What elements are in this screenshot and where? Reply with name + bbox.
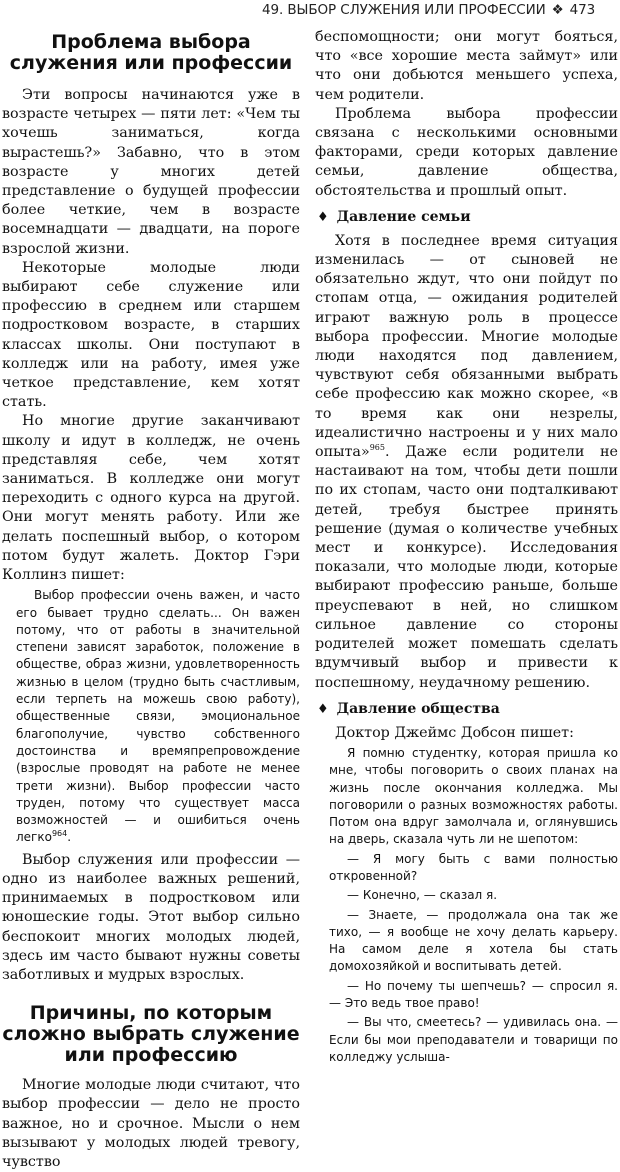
- separator-ornament-icon: ❖: [551, 2, 564, 18]
- paragraph-text: . Даже если родители не настаивают на том, чтобы дети пошли по их стопам, часто они подталкивают детей, требуя быстрее принять решение (думая о количестве учебных мест и конкурсе). Исследования показали, что молодые люди, которые выбирают профессию раньше, больше преуспевают в ней, но слишком сильное давление со стороны родителей может помешать сделать вдумчивый выбор и привести к поспешному, неудачному решению.: [315, 444, 618, 691]
- chapter-title: 49. ВЫБОР СЛУЖЕНИЯ ИЛИ ПРОФЕССИИ: [262, 2, 546, 18]
- block-quote-paragraph: — Но почему ты шепчешь? — спросил я. — Это ведь твое право!: [329, 978, 618, 1011]
- block-quote-paragraph: — Знаете, — продолжала она так же тихо, — я вообще не хочу делать карьеру. На самом деле я хотела бы стать домохозяйкой и воспитывать детей.: [329, 907, 618, 974]
- subheading-society-pressure: [317, 699, 618, 720]
- running-header: [0, 0, 620, 22]
- paragraph: Доктор Джеймс Добсон пишет:: [335, 724, 574, 741]
- section-heading-2: Причины, по которым сложно выбрать служение или профессию: [2, 1002, 300, 1067]
- left-column: [2, 32, 300, 1172]
- block-quote-paragraph: — Я могу быть с вами полностью откровенной?: [329, 851, 618, 883]
- paragraph: Некоторые молодые люди выбирают себе служение или профессию в среднем или старшем подростковом возрасте, в старших классах школы. Они поступают в колледж или на работу, имея уже четкое представление, кем хотят стать.: [2, 259, 300, 411]
- block-quote-paragraph: — Вы что, смеетесь? — удивилась она. — Если бы мои преподаватели и товарищи по колледжу услыша-: [329, 1015, 618, 1064]
- page-number: 473: [569, 2, 596, 18]
- subheading-text: Давление семьи: [336, 208, 471, 225]
- block-quote-paragraph: Я помню студентку, которая пришла ко мне, чтобы поговорить о своих планах на жизнь после окончания колледжа. Мы поговорили о разных возможностях работы. Потом она вдруг замолчала и, оглянувшись на дверь, сказала чуть ли не шепотом:: [329, 745, 618, 847]
- paragraph-text: Хотя в последнее время ситуация изменилась — от сыновей не обязательно ждут, что они пойдут по стопам отца, — ожидания родителей играют важную роль в процессе выбора профессии. Многие молодые люди находятся под давлением, чувствуют себя обязанными выбрать себе профессию как можно скорее, «в то время как они незрелы, идеалистично настроены и у них мало опыта»: [315, 232, 618, 461]
- diamond-bullet-icon: ♦: [317, 701, 329, 717]
- header-text: [262, 2, 595, 18]
- diamond-bullet-icon: ♦: [317, 209, 329, 225]
- block-quote-paragraph: — Конечно, — сказал я.: [347, 888, 498, 903]
- quote-text: Выбор профессии очень важен, и часто его бывает трудно сделать... Он важен потому, что от работы в значительной степени зависят заработок, положение в обществе, образ жизни, удовлетворенность жизнью в целом (трудно быть счастливым, если терпеть на можешь свою работу), общественные связи, эмоциональное благополучие, чувство собственного достоинства и времяпрепровождение (взрослые проводят на работе не менее трети жизни). Выбор профессии часто труден, потому что существует масса возможностей — и ошибиться очень легко: [16, 588, 300, 845]
- quote-end: .: [67, 830, 72, 845]
- footnote-ref: 965: [369, 443, 385, 453]
- paragraph: Проблема выбора профессии связана с несколькими основными факторами, среди которых давление семьи, давление общества, обстоятельства и прошлый опыт.: [315, 105, 618, 199]
- footnote-ref: 964: [51, 829, 68, 839]
- paragraph: Эти вопросы начинаются уже в возрасте четырех — пяти лет: «Чем ты хочешь заниматься, когда вырастешь?» Забавно, что в этом возрасте у многих детей представление о будущей профессии более четкие, чем в возрасте восемнадцати — двадцати, на пороге взрослой жизни.: [2, 87, 300, 257]
- paragraph: [315, 232, 618, 693]
- paragraph: Выбор служения или профессии — одно из наиболее важных решений, принимаемых в подростковом или юношеские годы. Этот выбор сильно беспокоит многих молодых людей, здесь им часто бывают нужны советы заботливых и мудрых взрослых.: [2, 851, 300, 983]
- block-quote: [16, 587, 300, 846]
- subheading-text: Давление общества: [336, 700, 500, 717]
- right-column: [315, 28, 618, 1066]
- paragraph: Но многие другие заканчивают школу и идут в колледж, не очень представляя себе, чем хотят заниматься. В колледже они могут переходить с одного курса на другой. Они могут менять работу. Или же делать поспешный выбор, о котором потом будут жалеть. Доктор Гэри Коллинз пишет:: [2, 413, 300, 584]
- section-heading-1: Проблема выбора служения или профессии: [9, 31, 293, 74]
- paragraph: Многие молодые люди считают, что выбор профессии — дело не просто важное, но и срочное. Мысли о нем вызывают у молодых людей тревогу, чувство: [2, 1077, 300, 1170]
- subheading-family-pressure: [317, 207, 618, 228]
- paragraph-continuation: беспомощности; они могут бояться, что «все хорошие места займут» или что они добьются меньшего успеха, чем родители.: [315, 29, 618, 103]
